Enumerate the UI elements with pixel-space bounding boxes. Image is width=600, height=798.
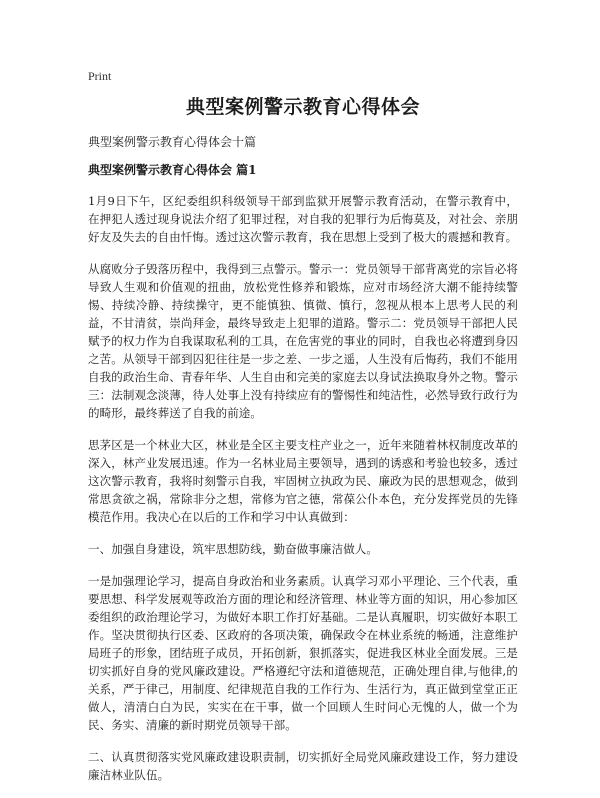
document-page [88, 68, 518, 798]
paragraph-intro: 1月9日下午，区纪委组织科级领导干部到监狱开展警示教育活动，在警示教育中，在押犯人透过现身说法介绍了犯罪过程，对自我的犯罪行为后悔莫及，对社会、亲朋好友及失去的自由忏悔。透过这次警示教育，我在思想上受到了极大的震撼和教育。 [88, 194, 518, 244]
paragraph-forestry: 思茅区是一个林业大区，林业是全区主要支柱产业之一，近年来随着林权制度改革的深入，林产业发展迅速。作为一名林业局主要领导，遇到的诱惑和考验也较多，透过这次警示教育，我将时刻警示自我，牢固树立执政为民、廉政为民的思想观念，做到常思贪欲之祸，常除非分之想，常修为官之德，常葆公仆本色，充分发挥党员的先锋模范作用。我决心在以后的工作和学习中认真做到： [88, 438, 518, 524]
paragraph-warnings: 从腐败分子毁落历程中，我得到三点警示。警示一：党员领导干部背离党的宗旨必将导致人生观和价值观的扭曲，放松党性修养和锻炼，应对市场经济大潮不能持续警惕、持续冷静、持续操守，更不能慎独、慎微、慎行，忽视从根本上思考人民的利益，不甘清贫，崇尚拜金，最终导致走上犯罪的道路。警示二：党员领导干部把人民赋予的权力作为自我谋取私利的工具，在危害党的事业的同时，自我也必将遭到身囚之苦。从领导干部到囚犯往往是一步之差、一步之遥，人生没有后悔药，我们不能用自我的政治生命、青春年华、人生自由和完美的家庭去以身试法换取身外之物。警示三：法制观念淡薄，待人处事上没有持续应有的警惕性和纯洁性，必然导致行政行为的畸形，最终葬送了自我的前途。 [88, 262, 518, 420]
paragraph-point-one: 一、加强自身建设，筑牢思想防线，勤奋做事廉洁做人。 [88, 542, 378, 556]
document-subtitle: 典型案例警示教育心得体会十篇 [88, 135, 257, 149]
paragraph-point-two: 二、认真贯彻落实党风廉政建设职责制，切实抓好全局党风廉政建设工作，努力建设廉洁林业队伍。 [88, 750, 518, 782]
section-heading: 典型案例警示教育心得体会 篇1 [88, 163, 257, 177]
print-link[interactable]: Print [88, 69, 112, 83]
document-title: 典型案例警示教育心得体会 [185, 96, 420, 118]
paragraph-self-building: 一是加强理论学习，提高自身政治和业务素质。认真学习邓小平理论、三个代表，重要思想、科学发展观等政治方面的理论和经济管理、林业等方面的知识，用心参加区委组织的政治理论学习，为做好本职工作打好基础。二是认真履职，切实做好本职工作。坚决贯彻执行区委、区政府的各项决策，确保政令在林业系统的畅通，注意维护局班子的形象，团结班子成员，开拓创新，狠抓落实，促进我区林业全面发展。三是切实抓好自身的党风廉政建设。严格遵纪守法和道德规范，正确处理自律,与他律,的关系，严于律己，用制度、纪律规范自我的工作行为、生活行为，真正做到堂堂正正做人，清清白白为民，实实在在干事，做一个回顾人生时问心无愧的人，做一个为民、务实、清廉的新时期党员领导干部。 [88, 574, 518, 732]
